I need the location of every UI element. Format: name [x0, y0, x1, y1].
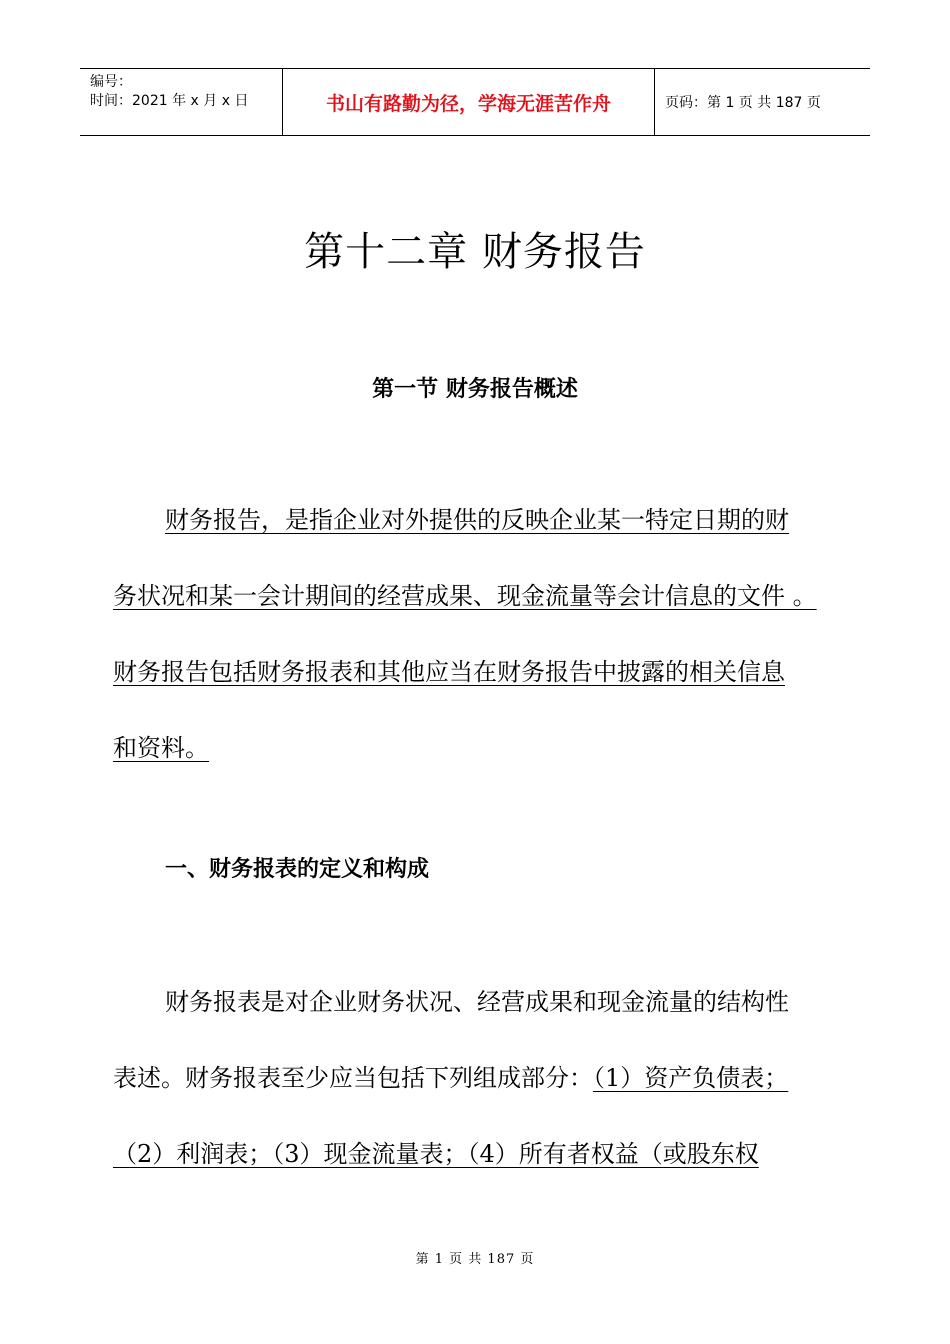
- paragraph-line: 财务报表是对企业财务状况、经营成果和现金流量的结构性: [165, 988, 789, 1016]
- header-page-info: 页码：第 1 页 共 187 页: [665, 95, 821, 111]
- paragraph-line: 财务报告，是指企业对外提供的反映企业某一特定日期的财: [165, 506, 789, 534]
- heading-financial-statements: 一、财务报表的定义和构成: [165, 857, 430, 882]
- paragraph-text: 表述。财务报表至少应当包括下列组成部分：: [113, 1064, 593, 1092]
- paragraph-line: 财务报告包括财务报表和其他应当在财务报告中披露的相关信息: [113, 658, 785, 686]
- paragraph-line: 务状况和某一会计期间的经营成果、现金流量等会计信息的文件 。: [113, 582, 817, 610]
- time-label: 时间：2021 年 x 月 x 日: [90, 93, 249, 109]
- page-footer: 第 1 页 共 187 页: [415, 1252, 535, 1267]
- document-header: [80, 68, 870, 136]
- number-label: 编号：: [90, 74, 132, 90]
- header-meta: [80, 69, 282, 135]
- section-title: 第一节 财务报告概述: [372, 377, 578, 402]
- paragraph-line: [113, 1058, 788, 1093]
- paragraph-line: 和资料。: [113, 734, 209, 762]
- paragraph-line: （2）利润表；（3）现金流量表；（4）所有者权益（或股东权: [113, 1140, 759, 1168]
- header-motto: 书山有路勤为径，学海无涯苦作舟: [282, 69, 655, 135]
- paragraph-text-underlined: （1）资产负债表；: [593, 1064, 789, 1092]
- chapter-title: 第十二章 财务报告: [304, 229, 646, 275]
